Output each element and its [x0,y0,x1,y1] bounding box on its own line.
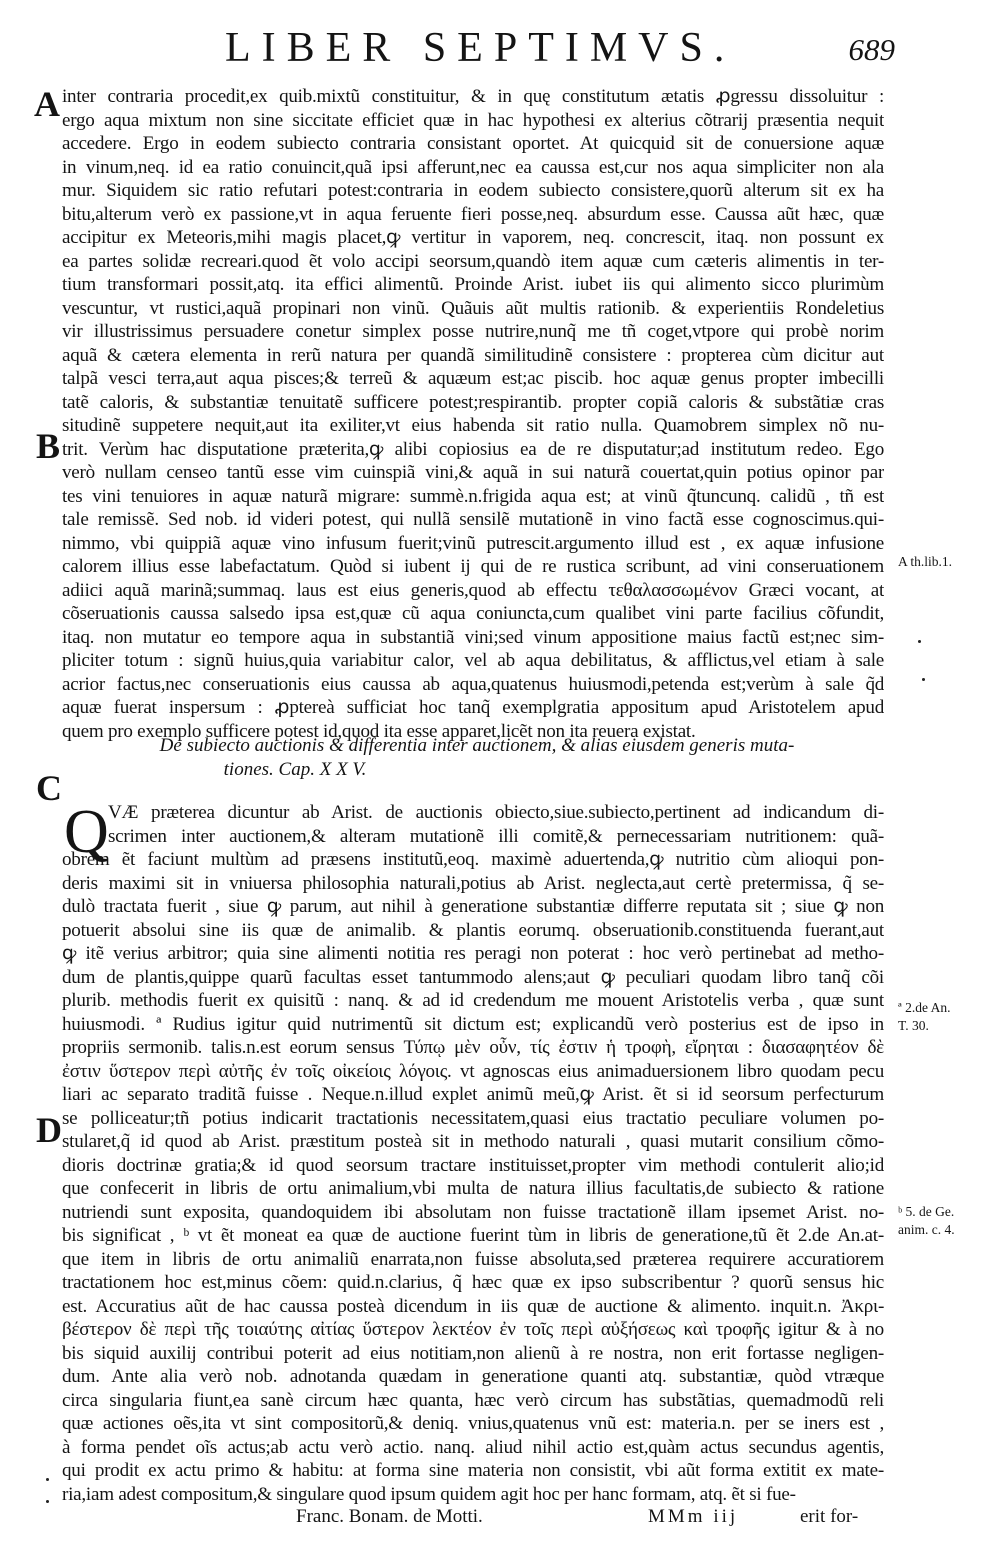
text-line: dioris doctrinæ gratia;& id quod seorsum tractare instituisset,propter vim methodi contulerit alio;id [62,1154,884,1176]
margin-note-t30: T. 30. [898,1018,929,1033]
text-line: VÆ præterea dicuntur ab Arist. de auctionis obiecto,siue.subiecto,pertinent ad indicandum di- [108,802,884,823]
text-line: trit. Verùm hac disputatione præterita,ꝙ alibi copiosius ea de re disputatur;ad institutum redeo. Ego [62,438,884,460]
text-line: dum. Ante alia verò nob. adnotanda quædam in generatione quanti atq. substantiæ, quòd vtræque [62,1366,884,1387]
text-line: scrimen inter auctionem,& alteram mutationẽ illi comitẽ,& pernecessariam nutritionem: quã- [108,825,884,847]
text-line: à forma pendet oĩs actus;ab actu verò actio. nanq. aliud nihil actio est,quàm actus secundus agentis, [62,1436,884,1458]
text-line: mur. Siquidem sic ratio refutari potest:contraria in eodem subiecto consistere,quorũ alterum sit ex ha [62,180,884,201]
footer-printer: Franc. Bonam. de Motti. [296,1506,483,1527]
text-line: ἐστιν ὕστερον περὶ αὐτῆς ἐν τοῖς οἰκείοις λόγοις. vt agnoscas eius animaduersionem libro quodam pecu [62,1060,884,1082]
text-line: pliciter totum : signũ huius,quia variabitur calor, vel ab aqua debilitatus, & afflictus,vel etiam à sale [62,650,884,671]
margin-note-de-ge: ᵇ 5. de Ge. [898,1204,955,1219]
text-line: dulò tractata fuerit , siue ꝙ parum, aut nihil à generatione substantiæ differre reputata sit ; siue ꝙ non [62,896,884,917]
text-line: cõseruationis caussa salsedo ipsa est,quæ cũ aqua coniuncta,cum qualibet vini parte facilius cõfundit, [62,603,884,624]
text-line: calorem illius esse labefactatum. Quòd si iubent ij qui de re rustica scribunt, ad vini conseruationem [62,556,884,577]
ink-dot [46,1500,49,1503]
ink-dot [922,678,925,681]
margin-marker-c: C [36,768,62,808]
margin-note-de-an: ª 2.de An. [898,1000,951,1015]
text-line: est. Accuratius aũt de hac caussa posteà dicendum in iis quæ de auctione & alimento. inquit.n. Ἀκρι- [62,1295,884,1317]
text-line: tatẽ caloris, & substantiæ tenuitatẽ sufficere potest;respirantib. propter copiã caloris & substãtiæ cras [62,391,884,413]
footer-signature-mark: MMm iij [648,1506,739,1527]
text-line: vir illustrissimus persuadere conetur simplex posse nutrire,nunq̃ me tñ coget,vtpore qui probè norim [62,321,884,342]
text-line: ꝙ itẽ verius arbitror; quia sine alimenti notitia res peragi non poterat : hoc verò pertinebat ad metho- [62,943,884,964]
text-line: se polliceatur;tñ potius indicarit tractationis necessitatem,quasi eius tractatio peculiare volumen po- [62,1107,884,1129]
paragraph-block-2 [62,798,884,1506]
margin-note-ath: A th.lib.1. [898,554,953,569]
text-line: βέστερον δὲ περὶ τῆς τοιαύτης αἰτίας ὕστερον λεκτέον ἐν τοῖς περὶ αὐξήσεως καὶ τροφῆς igitur & à no [62,1319,884,1340]
text-line: huiusmodi. ª Rudius igitur quid nutrimentũ sit dictum est; explicandũ verò posterius est de ipso in [62,1013,884,1035]
text-line: acrior factus,nec conseruationis eius caussa ab aqua,quatenus huiusmodi,petenda est;verùm à sale q̃d [62,673,884,695]
text-line: obrem ẽt faciunt multùm ad præsens institutũ,eoq. maximè aduertenda,ꝙ nutritio cùm alioqui pon- [62,849,884,870]
running-title: LIBER SEPTIMVS. [225,25,736,71]
margin-marker-b: B [36,426,61,466]
text-line: nimmo, vbi quippiã aquæ vino infusum fuerit;vinũ putrescit.argumento illud est , ex aquæ infusione [62,532,884,554]
text-line: qui prodit ex actu primo & habitu: at forma sine materia non consistit, vbi aũt forma extitit ex mate- [62,1460,884,1481]
text-line: in vinum,neq. id ea ratio conuincit,quã ipsi afferunt,nec ea caussa est,cur nos aqua simpliciter non ala [62,156,884,178]
text-line: bis siquid auxilij contribui poterit ad eius notitiam,non alienũ à re nostra, non erit fortasse negligen- [62,1342,884,1364]
text-line: itaq. non mutatur eo tempore aqua in substantiã vini;sed vinum appositione maius factũ est;nec sim- [62,626,884,648]
text-line: que item in libris de ortu animaliũ enarrata,non fuisse absoluta,sed præterea requirere accuratiorem [62,1248,884,1270]
page-header [0,10,1000,70]
text-line: tractationem hoc est,minus cõem: quid.n.clarius, q̃ hæc quæ ex ipso subscribentur ? quorũ sensus hic [62,1272,884,1293]
text-line: tes vini tenuiores in aquæ naturã migrare: summè.n.frigida aqua est; at vinũ q̃tuncunq. calidũ , tñ est [62,485,884,507]
text-line: potuerit absolui sine iis quæ de animalib. & plantis eorumq. obseruationib.constituenda fuerant,aut [62,919,884,941]
paragraph-block-1 [62,85,884,743]
text-line: deris maximi sit in vniuersa philosophia naturali,potius ab Arist. neglecta,aut certè pretermissa, q̃ se- [62,872,884,894]
text-line: quæ actiones oẽs,ita vt sint compositorũ,& deniq. vnius,quatenus vnũ est: materia.n. per se iners est , [62,1413,884,1434]
margin-marker-d: D [36,1110,62,1150]
footer-catchword: erit for- [800,1506,859,1527]
page-number: 689 [848,32,895,67]
ink-dot [918,640,921,643]
text-line: circa singularia fiunt,ea sanè circum hæc quanta, hæc verò circum has substãtias, quemadmodũ reli [62,1389,884,1411]
text-line: ergo aqua mixtum non sine siccitate efficiet quæ in hac hypothesi ex alterius cõtrarij præsentia nequit [62,109,884,131]
text-line: plurib. methodis fuerit ex quisitũ : nanq. & ad id credendum me mouent Aristotelis verba , quæ sunt [62,990,884,1011]
text-line: adiici aquã marinã;summaq. laus est eius generis,quod ab effectu τεθαλασσωμένον Græci vocant, at [62,579,884,601]
text-line: talpã vesci terra,aut aqua pisces;& terreũ & aquæum est;ac piscib. hoc aquæ genus propter imbecilli [62,368,884,389]
text-line: nutriendi sunt exposita, quandoquidem ibi absolutam non fuisse tractationẽ illam ipsemet Arist. no- [62,1201,884,1223]
section-title-line-1: De subiecto auctionis & differentia inter auctionem, & alias eiusdem generis muta- [159,735,795,756]
text-line: accipitur ex Meteoris,mihi magis placet,ꝙ vertitur in vaporem, neq. concrescit, itaq. non possunt ex [62,227,884,248]
drop-cap: Q [64,798,109,866]
text-line: bitu,alterum verò ex passione,vt in aqua feruente fieri posse,neq. absurdum esse. Caussa aũt hæc, quæ [62,203,884,225]
text-line: quem pro exemplo sufficere potest id,quod ita esse apparet,licẽt non ita reuera existat. [62,720,696,742]
text-line: stularet,q̃ id quod ab Arist. præstitum posteà sit in methodo naturali , quasi mutarit consilium cõmo- [62,1131,884,1152]
text-line: liari ac separato traditã fuisse . Neque.n.illud explet animũ meũ,ꝙ Arist. ẽt si id seorsum perfecturum [62,1084,884,1105]
text-line: accedere. Ergo in eodem subiecto contraria consistant oportet. At quicquid sit de conuersione aquæ [62,133,884,154]
text-line: inter contraria procedit,ex quib.mixtũ constituitur, & in quę constitutum ætatis ꝓgressu dissoluitur : [62,86,884,107]
margin-marker-a: A [34,84,60,124]
text-line: que confecerit in libris de ortu animalium,vbi multa de natura illius facultatis,de subiecto & ratione [62,1178,884,1199]
ink-dot [46,1478,49,1481]
text-line: tale remissẽ. Sed nob. id videri potest, qui nullã sensilẽ mutationẽ in vino factã esse cognoscimus.qui- [62,509,884,530]
text-line: bis significat , ᵇ vt ẽt moneat ea quæ de auctione fuerint tùm in libris de generatione,tũ ẽt 2.de An.at- [62,1225,884,1246]
margin-note-anim: anim. c. 4. [898,1222,955,1237]
text-line: aquã & cætera elementa in rerũ natura per quandã similitudinẽ consistere : propterea cùm dicitur aut [62,344,884,366]
text-line: ria,iam adest compositum,& singulare quod ipsum quidem agit hoc per hanc formam, atq. ẽt si fue- [62,1483,796,1505]
text-line: aquæ fuerat inspersum : ꝓptereà sufficiat hoc tanq̃ exemplgratia appositum apud Aristotelem apud [62,697,884,718]
text-line: ea partes solidæ recreari.quod ẽt volo accipi seorsum,quandò item aquæ cum cæteris alimentis in ter- [62,250,884,272]
text-line: propriis sermonib. talis.n.est eorum sensus Τύπῳ μὲν οὖν, τίς ἐστιν ἡ τροφὴ, εἴρηται : διασαφητέον δὲ [62,1037,884,1058]
text-line: vescuntur, vt rustici,aquã propinari non vinũ. Quãuis aũt multis rationib. & experientiis Rondeletius [62,297,884,319]
text-line: tium transformari possit,atq. ita effici alimentũ. Proinde Arist. iubet iis qui alimento sicco plurimùm [62,274,884,295]
text-line: situdinẽ suppetere nequit,aut ita exiliter,vt eius habenda sit ratio nulla. Quamobrem simplex nõ nu- [62,415,884,436]
text-line: dum de plantis,quippe quarũ facultas esset tantummodo alens;aut ꝙ peculiari quodam libro tanq̃ cõi [62,966,884,988]
section-title-line-2: tiones. Cap. X X V. [223,759,367,780]
text-line: verò nullam censeo tantũ esse vim cuinspiã vini,& aquã in sui naturã couertat,quin potius opinor par [62,462,884,483]
